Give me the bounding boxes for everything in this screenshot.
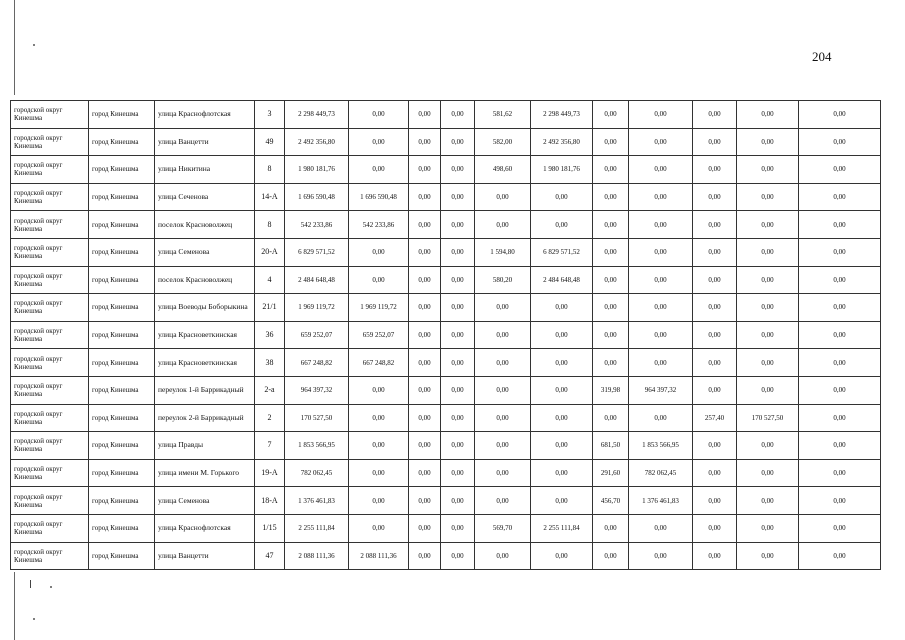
cell-value: 0,00 xyxy=(409,404,441,432)
cell-value: 0,00 xyxy=(531,321,593,349)
cell-value: 0,00 xyxy=(737,266,799,294)
cell-value: 0,00 xyxy=(737,514,799,542)
cell-value: 0,00 xyxy=(441,376,475,404)
cell-value: 1 853 566,95 xyxy=(629,432,693,460)
cell-district: городской округ Кинешма xyxy=(11,514,89,542)
cell-settlement: город Кинешма xyxy=(89,211,155,239)
cell-value: 0,00 xyxy=(349,514,409,542)
cell-value: 2 088 111,36 xyxy=(285,542,349,570)
cell-value: 0,00 xyxy=(799,404,881,432)
cell-street: улица Правды xyxy=(155,432,255,460)
cell-value: 1 980 181,76 xyxy=(285,156,349,184)
cell-value: 0,00 xyxy=(693,459,737,487)
scan-margin-line xyxy=(14,0,15,95)
cell-value: 0,00 xyxy=(629,514,693,542)
cell-house-number: 36 xyxy=(255,321,285,349)
cell-value: 0,00 xyxy=(349,238,409,266)
table-row xyxy=(11,404,881,432)
cell-value: 0,00 xyxy=(531,183,593,211)
cell-settlement: город Кинешма xyxy=(89,266,155,294)
cell-value: 0,00 xyxy=(629,404,693,432)
cell-value: 0,00 xyxy=(737,542,799,570)
cell-value: 0,00 xyxy=(799,238,881,266)
cell-street: улица Краснофлотская xyxy=(155,514,255,542)
cell-district: городской округ Кинешма xyxy=(11,487,89,515)
cell-value: 0,00 xyxy=(441,266,475,294)
cell-value: 0,00 xyxy=(593,349,629,377)
cell-value: 1 376 461,83 xyxy=(285,487,349,515)
cell-value: 0,00 xyxy=(409,238,441,266)
page-number: 204 xyxy=(812,49,832,64)
scan-speck xyxy=(33,44,35,46)
cell-district: городской округ Кинешма xyxy=(11,238,89,266)
cell-value: 0,00 xyxy=(629,266,693,294)
cell-value: 0,00 xyxy=(441,238,475,266)
cell-value: 0,00 xyxy=(593,238,629,266)
cell-street: улица имени М. Горького xyxy=(155,459,255,487)
cell-value: 2 492 356,80 xyxy=(285,128,349,156)
cell-value: 0,00 xyxy=(475,432,531,460)
cell-value: 0,00 xyxy=(531,487,593,515)
housing-register-table xyxy=(10,100,881,570)
cell-value: 581,62 xyxy=(475,101,531,129)
cell-value: 0,00 xyxy=(693,432,737,460)
cell-value: 0,00 xyxy=(531,459,593,487)
cell-value: 319,98 xyxy=(593,376,629,404)
cell-value: 0,00 xyxy=(409,349,441,377)
cell-settlement: город Кинешма xyxy=(89,101,155,129)
cell-value: 0,00 xyxy=(737,459,799,487)
cell-district: городской округ Кинешма xyxy=(11,266,89,294)
cell-value: 0,00 xyxy=(799,156,881,184)
cell-value: 0,00 xyxy=(737,321,799,349)
cell-house-number: 8 xyxy=(255,156,285,184)
cell-value: 0,00 xyxy=(441,128,475,156)
cell-value: 0,00 xyxy=(737,294,799,322)
cell-district: городской округ Кинешма xyxy=(11,349,89,377)
cell-district: городской округ Кинешма xyxy=(11,211,89,239)
cell-value: 0,00 xyxy=(349,376,409,404)
cell-value: 542 233,86 xyxy=(349,211,409,239)
cell-settlement: город Кинешма xyxy=(89,542,155,570)
cell-value: 2 088 111,36 xyxy=(349,542,409,570)
cell-value: 0,00 xyxy=(799,376,881,404)
cell-value: 0,00 xyxy=(441,432,475,460)
cell-district: городской округ Кинешма xyxy=(11,459,89,487)
cell-value: 1 969 119,72 xyxy=(349,294,409,322)
cell-value: 0,00 xyxy=(693,321,737,349)
cell-street: улица Краснофлотская xyxy=(155,101,255,129)
cell-street: улица Ванцетти xyxy=(155,542,255,570)
cell-value: 0,00 xyxy=(693,542,737,570)
cell-value: 0,00 xyxy=(737,156,799,184)
cell-value: 0,00 xyxy=(409,211,441,239)
cell-value: 0,00 xyxy=(531,349,593,377)
scan-speck xyxy=(33,618,35,620)
cell-value: 0,00 xyxy=(531,376,593,404)
cell-value: 0,00 xyxy=(629,349,693,377)
cell-value: 2 484 648,48 xyxy=(285,266,349,294)
cell-value: 0,00 xyxy=(737,128,799,156)
cell-value: 1 376 461,83 xyxy=(629,487,693,515)
cell-value: 0,00 xyxy=(629,294,693,322)
cell-value: 0,00 xyxy=(629,542,693,570)
cell-value: 0,00 xyxy=(441,211,475,239)
cell-value: 0,00 xyxy=(409,321,441,349)
cell-value: 0,00 xyxy=(693,487,737,515)
cell-value: 0,00 xyxy=(441,349,475,377)
cell-value: 0,00 xyxy=(629,128,693,156)
cell-settlement: город Кинешма xyxy=(89,294,155,322)
cell-value: 0,00 xyxy=(441,294,475,322)
cell-street: улица Красноветкинская xyxy=(155,349,255,377)
cell-district: городской округ Кинешма xyxy=(11,156,89,184)
cell-value: 0,00 xyxy=(441,459,475,487)
cell-value: 0,00 xyxy=(737,211,799,239)
cell-value: 2 255 111,84 xyxy=(531,514,593,542)
cell-settlement: город Кинешма xyxy=(89,514,155,542)
cell-value: 0,00 xyxy=(475,183,531,211)
cell-value: 0,00 xyxy=(441,404,475,432)
cell-value: 0,00 xyxy=(799,514,881,542)
cell-settlement: город Кинешма xyxy=(89,487,155,515)
cell-street: улица Сеченова xyxy=(155,183,255,211)
cell-value: 0,00 xyxy=(531,404,593,432)
cell-value: 582,00 xyxy=(475,128,531,156)
cell-value: 0,00 xyxy=(475,542,531,570)
cell-settlement: город Кинешма xyxy=(89,128,155,156)
cell-value: 0,00 xyxy=(531,542,593,570)
cell-value: 2 492 356,80 xyxy=(531,128,593,156)
cell-district: городской округ Кинешма xyxy=(11,101,89,129)
cell-value: 0,00 xyxy=(441,156,475,184)
table-body xyxy=(11,101,881,570)
cell-house-number: 47 xyxy=(255,542,285,570)
table-row xyxy=(11,349,881,377)
cell-value: 580,20 xyxy=(475,266,531,294)
cell-value: 0,00 xyxy=(593,101,629,129)
table-row xyxy=(11,101,881,129)
cell-value: 0,00 xyxy=(409,542,441,570)
cell-value: 681,50 xyxy=(593,432,629,460)
cell-settlement: город Кинешма xyxy=(89,183,155,211)
cell-value: 0,00 xyxy=(593,156,629,184)
cell-value: 0,00 xyxy=(593,321,629,349)
cell-value: 0,00 xyxy=(593,211,629,239)
cell-value: 0,00 xyxy=(737,432,799,460)
cell-value: 0,00 xyxy=(531,432,593,460)
cell-district: городской округ Кинешма xyxy=(11,404,89,432)
table-row xyxy=(11,211,881,239)
cell-settlement: город Кинешма xyxy=(89,321,155,349)
cell-house-number: 4 xyxy=(255,266,285,294)
cell-value: 0,00 xyxy=(409,128,441,156)
cell-value: 0,00 xyxy=(475,349,531,377)
cell-value: 0,00 xyxy=(409,487,441,515)
cell-street: поселок Красноволжец xyxy=(155,211,255,239)
cell-value: 6 829 571,52 xyxy=(285,238,349,266)
cell-value: 0,00 xyxy=(441,487,475,515)
cell-value: 0,00 xyxy=(799,266,881,294)
cell-value: 257,40 xyxy=(693,404,737,432)
cell-house-number: 20-А xyxy=(255,238,285,266)
table-row xyxy=(11,238,881,266)
cell-value: 0,00 xyxy=(629,211,693,239)
cell-value: 6 829 571,52 xyxy=(531,238,593,266)
cell-value: 0,00 xyxy=(349,459,409,487)
cell-street: переулок 1-й Баррикадный xyxy=(155,376,255,404)
cell-street: улица Семенова xyxy=(155,238,255,266)
cell-value: 0,00 xyxy=(409,459,441,487)
cell-value: 456,70 xyxy=(593,487,629,515)
cell-value: 0,00 xyxy=(349,156,409,184)
cell-house-number: 2-а xyxy=(255,376,285,404)
cell-value: 0,00 xyxy=(349,128,409,156)
cell-district: городской округ Кинешма xyxy=(11,376,89,404)
cell-value: 0,00 xyxy=(799,183,881,211)
table-row xyxy=(11,432,881,460)
cell-value: 291,60 xyxy=(593,459,629,487)
cell-value: 0,00 xyxy=(593,294,629,322)
cell-street: улица Воеводы Боборыкина xyxy=(155,294,255,322)
cell-settlement: город Кинешма xyxy=(89,404,155,432)
table-row xyxy=(11,156,881,184)
cell-value: 0,00 xyxy=(737,238,799,266)
cell-value: 0,00 xyxy=(799,432,881,460)
cell-value: 0,00 xyxy=(693,294,737,322)
cell-house-number: 49 xyxy=(255,128,285,156)
scan-tick xyxy=(30,580,31,588)
cell-value: 0,00 xyxy=(737,183,799,211)
cell-street: улица Семенова xyxy=(155,487,255,515)
cell-value: 0,00 xyxy=(737,101,799,129)
cell-value: 782 062,45 xyxy=(285,459,349,487)
table-row xyxy=(11,321,881,349)
cell-district: городской округ Кинешма xyxy=(11,183,89,211)
cell-house-number: 14-А xyxy=(255,183,285,211)
cell-value: 0,00 xyxy=(799,542,881,570)
scan-margin-line xyxy=(14,572,15,640)
cell-house-number: 38 xyxy=(255,349,285,377)
cell-house-number: 8 xyxy=(255,211,285,239)
cell-value: 0,00 xyxy=(475,211,531,239)
table-row xyxy=(11,294,881,322)
cell-value: 964 397,32 xyxy=(285,376,349,404)
cell-settlement: город Кинешма xyxy=(89,156,155,184)
cell-value: 0,00 xyxy=(593,266,629,294)
cell-settlement: город Кинешма xyxy=(89,349,155,377)
cell-value: 659 252,07 xyxy=(349,321,409,349)
cell-value: 0,00 xyxy=(349,101,409,129)
cell-value: 0,00 xyxy=(629,321,693,349)
cell-value: 1 969 119,72 xyxy=(285,294,349,322)
cell-value: 0,00 xyxy=(799,459,881,487)
cell-value: 0,00 xyxy=(799,487,881,515)
cell-street: улица Никитина xyxy=(155,156,255,184)
cell-house-number: 21/1 xyxy=(255,294,285,322)
cell-value: 0,00 xyxy=(693,101,737,129)
cell-value: 0,00 xyxy=(441,514,475,542)
cell-value: 0,00 xyxy=(349,404,409,432)
cell-value: 0,00 xyxy=(629,238,693,266)
cell-value: 0,00 xyxy=(593,404,629,432)
table-row xyxy=(11,183,881,211)
cell-value: 170 527,50 xyxy=(285,404,349,432)
cell-value: 0,00 xyxy=(799,101,881,129)
cell-value: 0,00 xyxy=(409,156,441,184)
cell-value: 0,00 xyxy=(799,294,881,322)
cell-house-number: 1/15 xyxy=(255,514,285,542)
cell-value: 0,00 xyxy=(629,101,693,129)
cell-value: 0,00 xyxy=(629,156,693,184)
cell-value: 1 853 566,95 xyxy=(285,432,349,460)
cell-district: городской округ Кинешма xyxy=(11,542,89,570)
cell-value: 0,00 xyxy=(441,183,475,211)
cell-value: 0,00 xyxy=(475,294,531,322)
table-row xyxy=(11,266,881,294)
table-row xyxy=(11,376,881,404)
cell-value: 2 298 449,73 xyxy=(285,101,349,129)
cell-value: 0,00 xyxy=(441,101,475,129)
cell-value: 0,00 xyxy=(593,542,629,570)
cell-settlement: город Кинешма xyxy=(89,459,155,487)
cell-value: 0,00 xyxy=(475,459,531,487)
cell-value: 0,00 xyxy=(693,266,737,294)
cell-value: 0,00 xyxy=(441,542,475,570)
cell-district: городской округ Кинешма xyxy=(11,321,89,349)
cell-house-number: 3 xyxy=(255,101,285,129)
cell-street: поселок Красноволжец xyxy=(155,266,255,294)
cell-house-number: 7 xyxy=(255,432,285,460)
cell-value: 659 252,07 xyxy=(285,321,349,349)
cell-value: 542 233,86 xyxy=(285,211,349,239)
cell-street: переулок 2-й Баррикадный xyxy=(155,404,255,432)
cell-value: 569,70 xyxy=(475,514,531,542)
cell-value: 0,00 xyxy=(799,349,881,377)
cell-value: 0,00 xyxy=(737,349,799,377)
cell-value: 0,00 xyxy=(799,211,881,239)
cell-value: 0,00 xyxy=(531,211,593,239)
cell-value: 0,00 xyxy=(409,101,441,129)
table-row xyxy=(11,542,881,570)
cell-value: 0,00 xyxy=(693,514,737,542)
cell-value: 0,00 xyxy=(409,183,441,211)
cell-settlement: город Кинешма xyxy=(89,376,155,404)
cell-value: 0,00 xyxy=(799,128,881,156)
cell-value: 667 248,82 xyxy=(285,349,349,377)
cell-value: 0,00 xyxy=(409,514,441,542)
cell-value: 0,00 xyxy=(475,487,531,515)
cell-value: 170 527,50 xyxy=(737,404,799,432)
table-row xyxy=(11,487,881,515)
cell-value: 0,00 xyxy=(693,211,737,239)
cell-value: 782 062,45 xyxy=(629,459,693,487)
cell-settlement: город Кинешма xyxy=(89,432,155,460)
cell-value: 0,00 xyxy=(737,487,799,515)
cell-district: городской округ Кинешма xyxy=(11,128,89,156)
cell-value: 0,00 xyxy=(693,349,737,377)
table-row xyxy=(11,128,881,156)
cell-value: 0,00 xyxy=(409,432,441,460)
cell-value: 2 484 648,48 xyxy=(531,266,593,294)
cell-value: 0,00 xyxy=(737,376,799,404)
cell-settlement: город Кинешма xyxy=(89,238,155,266)
cell-value: 0,00 xyxy=(409,294,441,322)
cell-value: 0,00 xyxy=(475,376,531,404)
cell-value: 0,00 xyxy=(593,183,629,211)
cell-street: улица Красноветкинская xyxy=(155,321,255,349)
cell-value: 498,60 xyxy=(475,156,531,184)
cell-value: 0,00 xyxy=(409,376,441,404)
cell-house-number: 19-А xyxy=(255,459,285,487)
cell-value: 2 255 111,84 xyxy=(285,514,349,542)
cell-value: 0,00 xyxy=(593,514,629,542)
cell-value: 0,00 xyxy=(799,321,881,349)
cell-value: 0,00 xyxy=(531,294,593,322)
table-row xyxy=(11,514,881,542)
cell-value: 1 696 590,48 xyxy=(285,183,349,211)
cell-value: 0,00 xyxy=(593,128,629,156)
cell-value: 0,00 xyxy=(629,183,693,211)
cell-value: 1 696 590,48 xyxy=(349,183,409,211)
table-row xyxy=(11,459,881,487)
cell-value: 2 298 449,73 xyxy=(531,101,593,129)
cell-value: 0,00 xyxy=(693,128,737,156)
scan-speck xyxy=(50,586,52,588)
cell-value: 0,00 xyxy=(475,404,531,432)
cell-district: городской округ Кинешма xyxy=(11,432,89,460)
cell-street: улица Ванцетти xyxy=(155,128,255,156)
cell-value: 0,00 xyxy=(693,238,737,266)
cell-value: 0,00 xyxy=(693,183,737,211)
cell-value: 0,00 xyxy=(349,487,409,515)
cell-value: 1 594,80 xyxy=(475,238,531,266)
cell-value: 0,00 xyxy=(409,266,441,294)
cell-value: 964 397,32 xyxy=(629,376,693,404)
cell-value: 667 248,82 xyxy=(349,349,409,377)
cell-value: 0,00 xyxy=(693,376,737,404)
cell-value: 1 980 181,76 xyxy=(531,156,593,184)
cell-value: 0,00 xyxy=(441,321,475,349)
cell-value: 0,00 xyxy=(349,432,409,460)
cell-value: 0,00 xyxy=(349,266,409,294)
cell-house-number: 18-А xyxy=(255,487,285,515)
cell-house-number: 2 xyxy=(255,404,285,432)
cell-value: 0,00 xyxy=(693,156,737,184)
cell-district: городской округ Кинешма xyxy=(11,294,89,322)
cell-value: 0,00 xyxy=(475,321,531,349)
